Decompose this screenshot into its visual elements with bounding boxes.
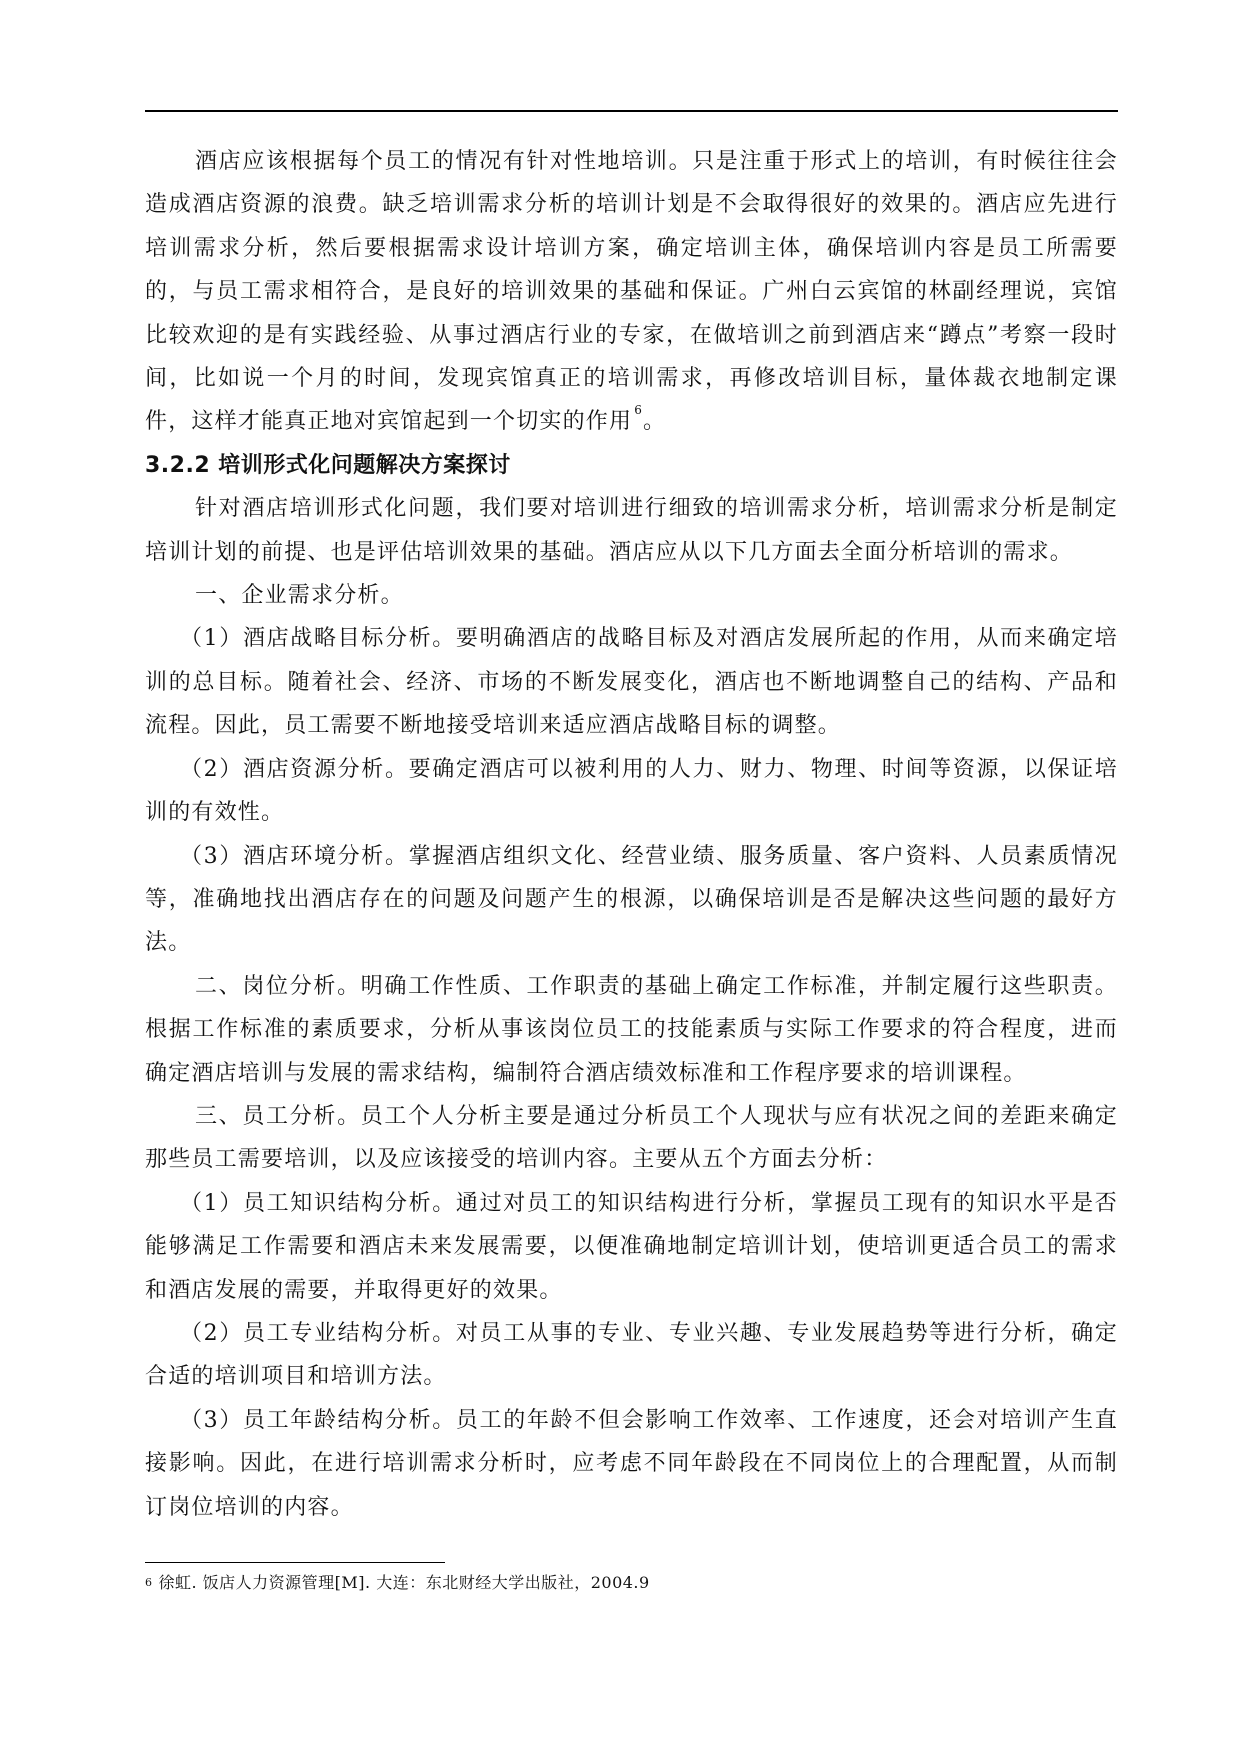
paragraph-1-text: 酒店应该根据每个员工的情况有针对性地培训。只是注重于形式上的培训，有时候往往会造成酒店资源的浪费。缺乏培训需求分析的培训计划是不会取得很好的效果的。酒店应先进行培训需求分析，然后要根据需求设计培训方案，确定培训主体，确保培训内容是员工所需要的，与员工需求相符合，是良好的培训效果的基础和保证。广州白云宾馆的林副经理说，宾馆比较欢迎的是有实践经验、从事过酒店行业的专家，在做培训之前到酒店来“蹲点”考察一段时间，比如说一个月的时间，发现宾馆真正的培训需求，再修改培训目标，量体裁衣地制定课件，这样才能真正地对宾馆起到一个切实的作用 bbox=[145, 149, 1118, 435]
footnote-rule bbox=[145, 1562, 445, 1563]
footnote bbox=[145, 1572, 1118, 1594]
header-rule bbox=[145, 110, 1118, 112]
footnote-number: 6 bbox=[145, 1576, 153, 1589]
paragraph-5: （2）酒店资源分析。要确定酒店可以被利用的人力、财力、物理、时间等资源，以保证培训的有效性。 bbox=[145, 756, 1118, 826]
paragraph-8: 三、员工分析。员工个人分析主要是通过分析员工个人现状与应有状况之间的差距来确定那些员工需要培训，以及应该接受的培训内容。主要从五个方面去分析： bbox=[145, 1103, 1118, 1173]
paragraph-1 bbox=[145, 140, 1118, 444]
footnote-text: 徐虹. 饭店人力资源管理[M]. 大连：东北财经大学出版社，2004.9 bbox=[158, 1573, 650, 1592]
document-body bbox=[145, 140, 1118, 1529]
paragraph-3: 一、企业需求分析。 bbox=[195, 583, 404, 609]
paragraph-6: （3）酒店环境分析。掌握酒店组织文化、经营业绩、服务质量、客户资料、人员素质情况等，准确地找出酒店存在的问题及问题产生的根源，以确保培训是否是解决这些问题的最好方法。 bbox=[145, 843, 1118, 956]
section-heading: 3.2.2 培训形式化问题解决方案探讨 bbox=[145, 452, 511, 478]
footnote-ref[interactable]: 6 bbox=[634, 403, 644, 418]
paragraph-2: 针对酒店培训形式化问题，我们要对培训进行细致的培训需求分析，培训需求分析是制定培训计划的前提、也是评估培训效果的基础。酒店应从以下几方面去全面分析培训的需求。 bbox=[145, 496, 1118, 565]
paragraph-11: （3）员工年龄结构分析。员工的年龄不但会影响工作效率、工作速度，还会对培训产生直接影响。因此，在进行培训需求分析时，应考虑不同年龄段在不同岗位上的合理配置，从而制订岗位培训的内容。 bbox=[145, 1407, 1118, 1520]
paragraph-9: （1）员工知识结构分析。通过对员工的知识结构进行分析，掌握员工现有的知识水平是否能够满足工作需要和酒店未来发展需要，以便准确地制定培训计划，使培训更适合员工的需求和酒店发展的需要，并取得更好的效果。 bbox=[145, 1190, 1118, 1303]
paragraph-4: （1）酒店战略目标分析。要明确酒店的战略目标及对酒店发展所起的作用，从而来确定培训的总目标。随着社会、经济、市场的不断发展变化，酒店也不断地调整自己的结构、产品和流程。因此，员工需要不断地接受培训来适应酒店战略目标的调整。 bbox=[145, 626, 1118, 739]
paragraph-10: （2）员工专业结构分析。对员工从事的专业、专业兴趣、专业发展趋势等进行分析，确定合适的培训项目和培训方法。 bbox=[145, 1320, 1118, 1390]
paragraph-7: 二、岗位分析。明确工作性质、工作职责的基础上确定工作标准，并制定履行这些职责。根据工作标准的素质要求，分析从事该岗位员工的技能素质与实际工作要求的符合程度，进而确定酒店培训与发展的需求结构，编制符合酒店绩效标准和工作程序要求的培训课程。 bbox=[145, 973, 1118, 1086]
paragraph-1-end: 。 bbox=[643, 409, 667, 435]
